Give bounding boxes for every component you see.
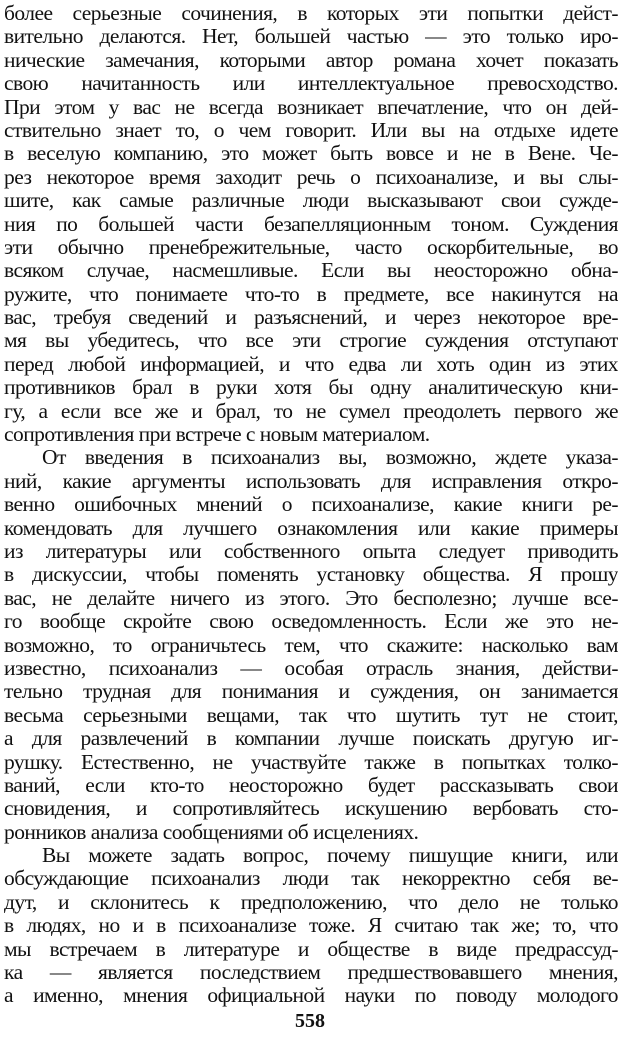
text-line: комендовать для лучшего ознакомления или какие примеры <box>4 516 618 540</box>
text-line: перед любой информацией, и что едва ли хоть один из этих <box>4 352 618 376</box>
text-line: От введения в психоанализ вы, возможно, ждете указа- <box>42 446 618 470</box>
text-line: ний, какие аргументы использовать для исправления откро- <box>4 469 618 493</box>
text-line: ствительно знает то, о чем говорит. Или вы на отдыхе идете <box>4 118 618 142</box>
text-line: в дискуссии, чтобы поменять установку общества. Я прошу <box>4 563 618 587</box>
text-line: из литературы или собственного опыта следует приводить <box>4 539 618 563</box>
text-line: ружите, что понимаете что-то в предмете, все накинутся на <box>4 282 618 306</box>
paragraph <box>4 2 618 446</box>
text-line: сновидения, и сопротивляйтесь искушению вербовать сто- <box>4 797 618 821</box>
body-text <box>4 2 618 1008</box>
text-line: рез некоторое время заходит речь о психоанализе, и вы слы- <box>4 165 618 189</box>
paragraph <box>4 844 618 1008</box>
text-line: сопротивления при встрече с новым материалом. <box>4 423 430 447</box>
text-line: нические замечания, которыми автор романа хочет показать <box>4 48 618 72</box>
text-line: в веселую компанию, это может быть вовсе и не в Вене. Че- <box>4 142 618 166</box>
text-line: а именно, мнения официальной науки по поводу молодого <box>4 984 618 1008</box>
text-line: При этом у вас не всегда возникает впечатление, что он дей- <box>4 95 618 119</box>
text-line: в людях, но и в психоанализе тоже. Я считаю так же; то, что <box>4 914 618 938</box>
text-line: а для развлечений в компании лучше поискать другую иг- <box>4 727 618 751</box>
text-line: эти обычно пренебрежительные, часто оскорбительные, во <box>4 235 618 259</box>
text-line: свою начитанность или интеллектуальное превосходство. <box>4 72 618 96</box>
text-line: более серьезные сочинения, в которых эти попытки дейст- <box>4 2 618 25</box>
text-line: вительно делаются. Нет, большей частью — это только иро- <box>4 25 618 49</box>
text-line: мя вы убедитесь, что все эти строгие суждения отступают <box>4 329 618 353</box>
text-line: шите, как самые различные люди высказывают свои сужде- <box>4 189 618 213</box>
text-line: ка — является последствием предшествовавшего мнения, <box>4 961 618 985</box>
text-line: известно, психоанализ — особая отрасль знания, действи- <box>4 656 618 680</box>
text-line: возможно, то ограничьтесь тем, что скажите: насколько вам <box>4 633 618 657</box>
paragraph <box>4 446 618 844</box>
text-line: тельно трудная для понимания и суждения, он занимается <box>4 680 618 704</box>
text-line: гу, а если все же и брал, то не сумел преодолеть первого же <box>4 399 618 423</box>
text-line: мы встречаем в литературе и обществе в виде предрассуд- <box>4 937 618 961</box>
text-line: Вы можете задать вопрос, почему пишущие книги, или <box>42 844 618 868</box>
text-line: ронников анализа сообщениями об исцелениях. <box>4 820 419 844</box>
text-line: вас, требуя сведений и разъяснений, и через некоторое вре- <box>4 306 618 330</box>
text-line: вас, не делайте ничего из этого. Это бесполезно; лучше все- <box>4 586 618 610</box>
page-number: 558 <box>295 1010 325 1032</box>
text-line: обсуждающие психоанализ люди так некорректно себя ве- <box>4 867 618 891</box>
text-line: противников брал в руки хотя бы одну аналитическую кни- <box>4 376 618 400</box>
text-line: ния по большей части безапелляционным тоном. Суждения <box>4 212 618 236</box>
text-line: рушку. Естественно, не участвуйте также в попытках толко- <box>4 750 618 774</box>
text-line: венно ошибочных мнений о психоанализе, какие книги ре- <box>4 493 618 517</box>
text-line: го вообще скройте свою осведомленность. Если же это не- <box>4 610 618 634</box>
text-line: всяком случае, насмешливые. Если вы неосторожно обна- <box>4 259 618 283</box>
text-line: ваний, если кто-то неосторожно будет рассказывать свои <box>4 773 618 797</box>
text-line: весьма серьезными вещами, так что шутить тут не стоит, <box>4 703 618 727</box>
text-line: дут, и склонитесь к предположению, что дело не только <box>4 890 618 914</box>
